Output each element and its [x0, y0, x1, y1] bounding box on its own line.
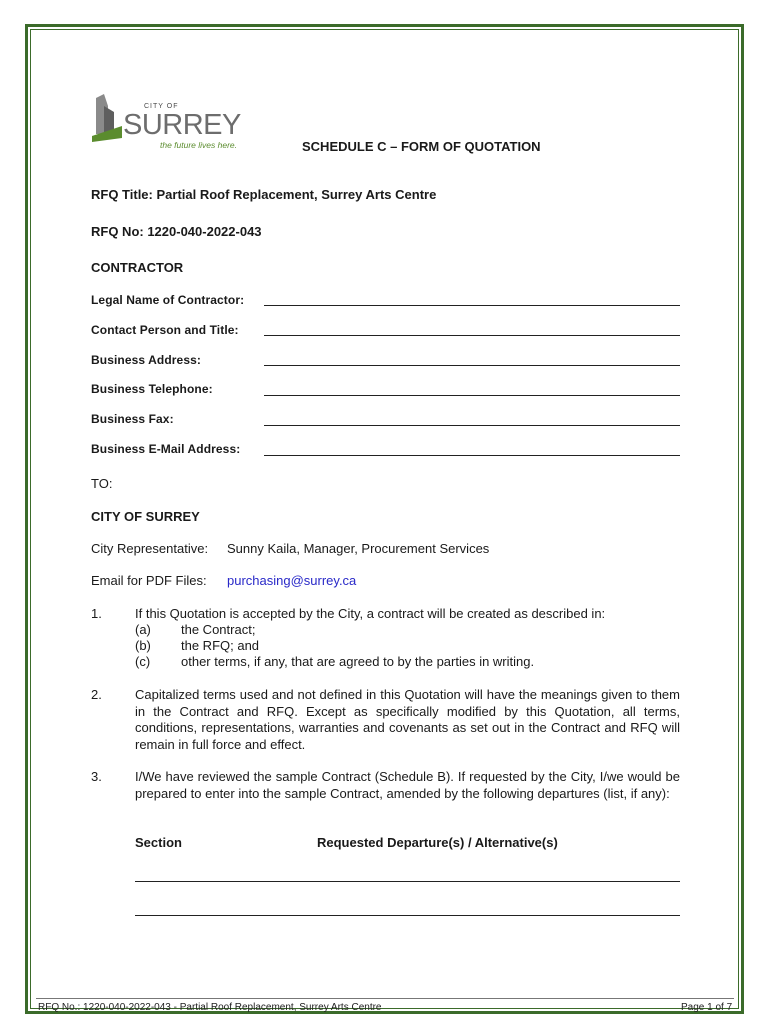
clause-1-number: 1.	[91, 606, 102, 621]
logo-name: SURREY	[123, 109, 241, 141]
clause-2-number: 2.	[91, 687, 102, 702]
business-fax-field[interactable]	[264, 425, 680, 426]
logo-tagline: the future lives here.	[160, 140, 238, 150]
business-email-label: Business E-Mail Address:	[91, 442, 241, 456]
business-email-field[interactable]	[264, 455, 680, 456]
clause-1-sub-c-letter: (c)	[135, 654, 151, 669]
schedule-title: SCHEDULE C – FORM OF QUOTATION	[302, 139, 541, 154]
clause-1-sub-a-text: the Contract;	[181, 622, 256, 637]
clause-3-number: 3.	[91, 769, 102, 784]
clause-1-sub-b-text: the RFQ; and	[181, 638, 260, 653]
legal-name-label: Legal Name of Contractor:	[91, 293, 245, 307]
clause-1-text: If this Quotation is accepted by the City, a contract will be created as described in:	[135, 606, 606, 621]
business-telephone-label: Business Telephone:	[91, 382, 213, 396]
clause-3-text: I/We have reviewed the sample Contract (Schedule B). If requested by the City, I/we would be prepared to enter into the sample Contract, amended by the following departures (list, if any):	[135, 769, 680, 801]
footer-rfq-reference: RFQ No.: 1220-040-2022-043 - Partial Roof Replacement, Surrey Arts Centre	[38, 1002, 382, 1013]
rfq-number: RFQ No: 1220-040-2022-043	[91, 224, 262, 239]
city-heading: CITY OF SURREY	[91, 509, 200, 524]
clause-1-sub-a-letter: (a)	[135, 622, 151, 637]
contact-person-label: Contact Person and Title:	[91, 323, 239, 337]
departure-entry-line-1[interactable]	[135, 881, 680, 882]
departures-col-section: Section	[135, 835, 182, 850]
city-of-surrey-logo	[92, 92, 242, 154]
rfq-title: RFQ Title: Partial Roof Replacement, Surrey Arts Centre	[91, 187, 437, 202]
email-link[interactable]: purchasing@surrey.ca	[227, 573, 357, 588]
clause-1-sub-b-letter: (b)	[135, 638, 151, 653]
city-rep-value: Sunny Kaila, Manager, Procurement Services	[227, 541, 490, 556]
clause-1-sub-c-text: other terms, if any, that are agreed to by the parties in writing.	[181, 654, 535, 669]
contractor-heading: CONTRACTOR	[91, 260, 184, 275]
departure-entry-line-2[interactable]	[135, 915, 680, 916]
business-telephone-field[interactable]	[264, 395, 680, 396]
business-address-field[interactable]	[264, 365, 680, 366]
logo-city-of: CITY OF	[144, 103, 179, 110]
legal-name-field[interactable]	[264, 305, 680, 306]
contact-person-field[interactable]	[264, 335, 680, 336]
footer-page-number: Page 1 of 7	[681, 1002, 733, 1013]
city-rep-label: City Representative:	[91, 541, 209, 556]
business-fax-label: Business Fax:	[91, 412, 174, 426]
to-label: TO:	[91, 476, 113, 491]
email-label: Email for PDF Files:	[91, 573, 207, 588]
footer-divider	[36, 998, 734, 999]
clause-2-text: Capitalized terms used and not defined in this Quotation will have the meanings given to them in the Contract and RFQ. Except as specifically modified by this Quotation, all terms, conditions, representations, warranties and covenants as set out in the Contract and RFQ will remain in full force and effect.	[135, 687, 680, 752]
business-address-label: Business Address:	[91, 353, 201, 367]
departures-col-alternative: Requested Departure(s) / Alternative(s)	[317, 835, 558, 850]
